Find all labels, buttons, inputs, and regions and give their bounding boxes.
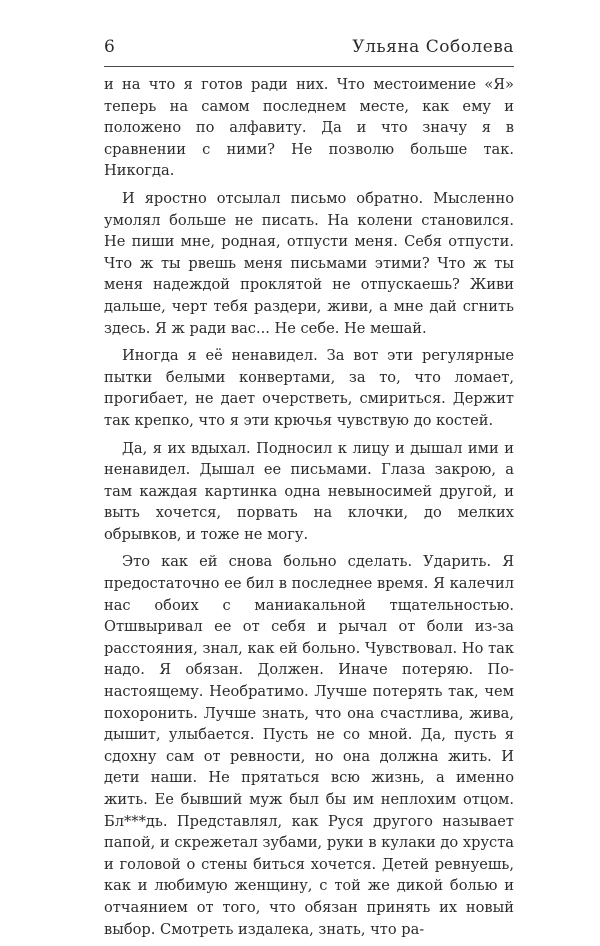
paragraph-5: Это как ей снова больно сделать. Ударить. Я предостаточно ее бил в последнее время. Я калечил нас обоих с маниакальной тщательностью. Отшвыривал ее от себя и рычал от боли из-за расстояния, знал, как ей больно. Чувствовал. Но так надо. Я обязан. Должен. Иначе потеряю. По-настоящему. Необратимо. Лучше потерять так, чем похоронить. Лучше знать, что она счастлива, жива, дышит, улыбается. Пусть не со мной. Да, пусть я сдохну сам от ревности, но она должна жить. И дети наши. Не прятаться всю жизнь, а именно жить. Ее бывший муж был бы им неплохим отцом. Бл***дь. Представлял, как Руся другого называет папой, и скрежетал зубами, руки в кулаки до хруста и головой о стены биться хочется. Детей ревнуешь, как и любимую женщину, с той же дикой болью и отчаянием от того, что обязан принять их новый выбор. Смотреть издалека, знать, что ра- <box>104 553 514 938</box>
paragraph-3: Иногда я её ненавидел. За вот эти регулярные пытки белыми конвертами, за то, что ломает, прогибает, не дает очерстветь, смириться. Держит так крепко, что я эти крючья чувствую до костей. <box>104 347 514 429</box>
paragraph-1: и на что я готов ради них. Что местоимение «Я» теперь на самом последнем месте, как ему и положено по алфавиту. Да и что значу я в сравнении с ними? Не позволю больше так. Никогда. <box>104 76 514 180</box>
body-text <box>104 74 514 946</box>
paragraph-4: Да, я их вдыхал. Подносил к лицу и дышал ими и ненавидел. Дышал ее письмами. Глаза закрою, а там каждая картинка одна невыносимей другой, и выть хочется, порвать на клочки, до мелких обрывков, и тоже не могу. <box>104 439 514 543</box>
running-head-author: Ульяна Соболева <box>352 37 514 57</box>
paragraph-2: И яростно отсылал письмо обратно. Мысленно умолял больше не писать. На колени становился. Не пиши мне, родная, отпусти меня. Себя отпусти. Что ж ты рвешь меня письмами этими? Что ж ты меня надеждой проклятой не отпускаешь? Живи дальше, черт тебя раздери, живи, а мне дай сгнить здесь. Я ж ради вас... Не себе. Не мешай. <box>104 189 514 337</box>
header-rule <box>104 66 514 67</box>
page-number: 6 <box>104 37 115 57</box>
